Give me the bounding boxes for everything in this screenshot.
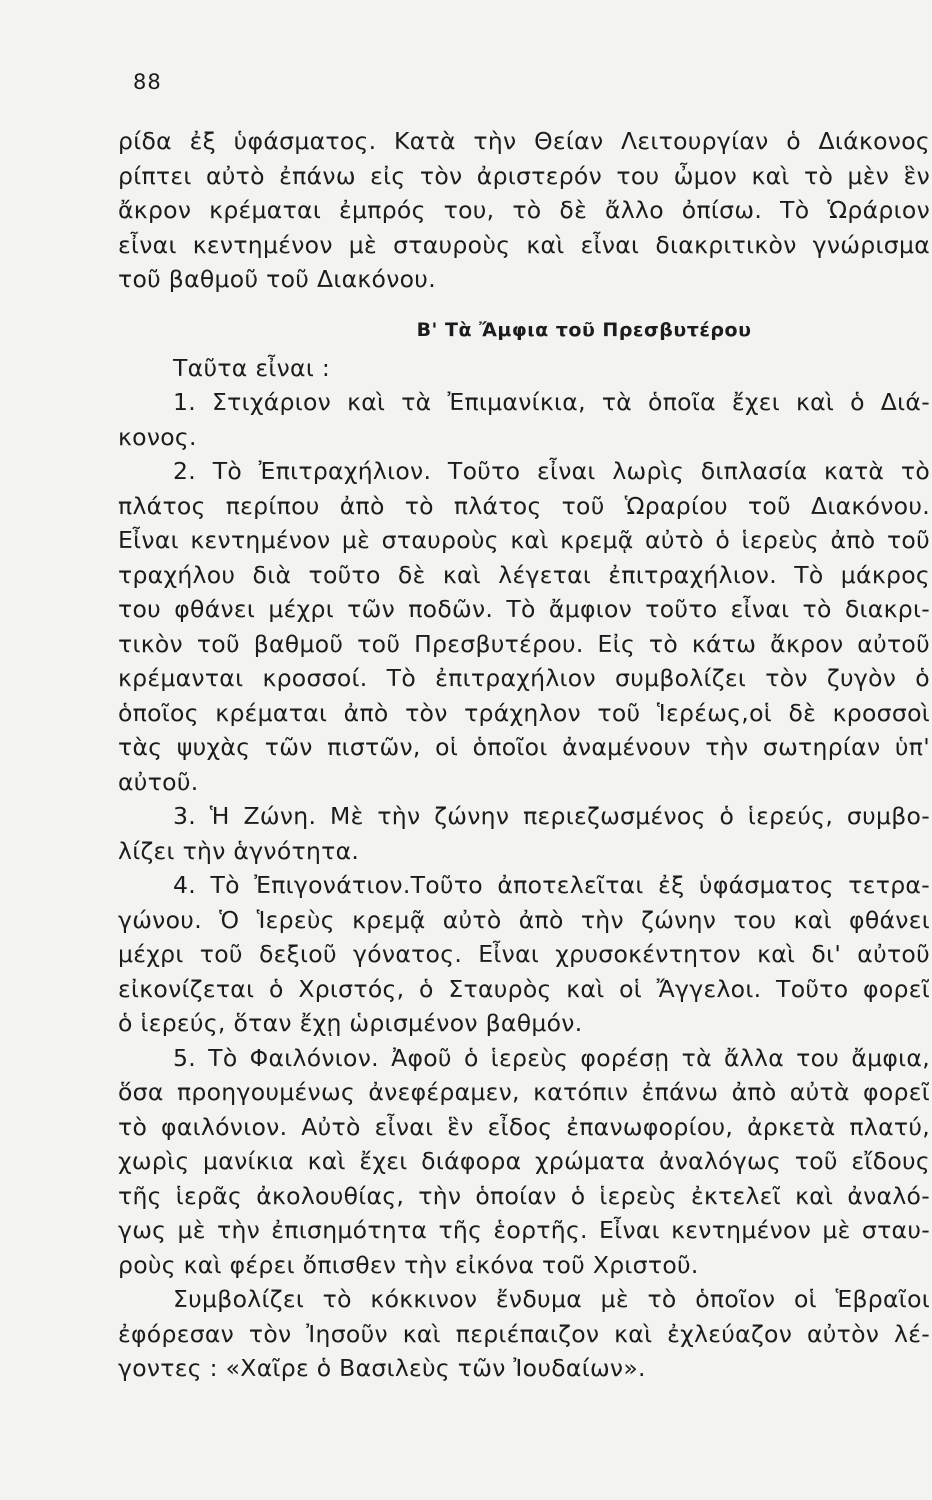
text-line: ἄκρον κρέμαται ἐμπρός του, τὸ δὲ ἄλλο ὀπίσω. Τὸ Ὡράριον (118, 196, 930, 224)
list-item (118, 385, 930, 454)
text-line: τὸ φαιλόνιον. Αὐτὸ εἶναι ἓν εἶδος ἐπανωφορίου, ἀρκετὰ πλατύ, (118, 1112, 930, 1141)
body-text (118, 124, 930, 1386)
text-line: εἶναι κεντημένον μὲ σταυροὺς καὶ εἶναι διακριτικὸν γνώρισμα (118, 230, 930, 259)
section-heading: Β' Τὰ Ἄμφια τοῦ Πρεσβυτέρου (416, 318, 752, 341)
text-line: τραχήλου διὰ τοῦτο δὲ καὶ λέγεται ἐπιτραχήλιον. Τὸ μάκρος (118, 560, 930, 589)
text-line: 3. Ἡ Ζώνη. Μὲ τὴν ζώνην περιεζωσμένος ὁ ἱερεύς, συμβο- (173, 802, 930, 830)
intro-line: Ταῦτα εἶναι : (173, 353, 331, 382)
text-line: αὐτοῦ. (118, 767, 199, 796)
text-line: γώνου. Ὁ Ἱερεὺς κρεμᾷ αὐτὸ ἀπὸ τὴν ζώνην του καὶ φθάνει (118, 905, 930, 934)
list-item (118, 1041, 930, 1283)
text-line: ρίδα ἐξ ὑφάσματος. Κατὰ τὴν Θείαν Λειτουργίαν ὁ Διάκονος (118, 127, 930, 155)
text-line: ρίπτει αὐτὸ ἐπάνω εἰς τὸν ἀριστερόν του ὦμον καὶ τὸ μὲν ἓν (118, 161, 930, 190)
closing-paragraph (118, 1282, 930, 1386)
text-line: εἰκονίζεται ὁ Χριστός, ὁ Σταυρὸς καὶ οἱ Ἄγγελοι. Τοῦτο φορεῖ (118, 974, 930, 1003)
text-line: κρέμανται κροσσοί. Τὸ ἐπιτραχήλιον συμβολίζει τὸν ζυγὸν ὁ (118, 664, 930, 692)
text-line: ἐφόρεσαν τὸν Ἰησοῦν καὶ περιέπαιζον καὶ ἐχλεύαζον αὐτὸν λέ- (118, 1319, 930, 1348)
text-line: 2. Τὸ Ἐπιτραχήλιον. Τοῦτο εἶναι λωρὶς διπλασία κατὰ τὸ (173, 457, 930, 485)
text-line: πλάτος περίπου ἀπὸ τὸ πλάτος τοῦ Ὡραρίου τοῦ Διακόνου. (118, 491, 930, 520)
text-line: Συμβολίζει τὸ κόκκινον ἔνδυμα μὲ τὸ ὁποῖον οἱ Ἑβραῖοι (173, 1285, 930, 1313)
text-line: τικὸν τοῦ βαθμοῦ τοῦ Πρεσβυτέρου. Εἰς τὸ κάτω ἄκρον αὐτοῦ (118, 629, 930, 658)
text-line: κονος. (118, 422, 197, 451)
text-line: τοῦ βαθμοῦ τοῦ Διακόνου. (118, 265, 436, 293)
text-line: μέχρι τοῦ δεξιοῦ γόνατος. Εἶναι χρυσοκέντητον καὶ δι' αὐτοῦ (118, 940, 930, 968)
text-line: τῆς ἱερᾶς ἀκολουθίας, τὴν ὁποίαν ὁ ἱερεὺς ἐκτελεῖ καὶ ἀναλό- (118, 1181, 930, 1210)
text-line: γοντες : «Χαῖρε ὁ Βασιλεὺς τῶν Ἰουδαίων». (118, 1354, 646, 1382)
text-line: γως μὲ τὴν ἐπισημότητα τῆς ἑορτῆς. Εἶναι κεντημένον μὲ σταυ- (118, 1216, 930, 1244)
list-item (118, 454, 930, 799)
text-line: ὅσα προηγουμένως ἀνεφέραμεν, κατόπιν ἐπάνω ἀπὸ αὐτὰ φορεῖ (118, 1078, 930, 1106)
text-line: λίζει τὴν ἁγνότητα. (118, 836, 360, 865)
page-number: 88 (133, 70, 162, 94)
paragraph-continuation (118, 124, 930, 297)
text-line: χωρὶς μανίκια καὶ ἔχει διάφορα χρώματα ἀναλόγως τοῦ εἴδους (118, 1147, 930, 1175)
list-item (118, 799, 930, 868)
text-line: ροὺς καὶ φέρει ὄπισθεν τὴν εἰκόνα τοῦ Χριστοῦ. (118, 1250, 699, 1279)
text-line: του φθάνει μέχρι τῶν ποδῶν. Τὸ ἄμφιον τοῦτο εἶναι τὸ διακρι- (118, 595, 930, 623)
text-line: 5. Τὸ Φαιλόνιον. Ἀφοῦ ὁ ἱερεὺς φορέσῃ τὰ ἄλλα του ἄμφια, (173, 1043, 930, 1072)
text-line: 4. Τὸ Ἐπιγονάτιον.Τοῦτο ἀποτελεῖται ἐξ ὑφάσματος τετρα- (173, 871, 930, 899)
text-line: ὁ ἱερεύς, ὅταν ἔχῃ ὡρισμένον βαθμόν. (118, 1009, 583, 1037)
text-line: τὰς ψυχὰς τῶν πιστῶν, οἱ ὁποῖοι ἀναμένουν τὴν σωτηρίαν ὑπ' (118, 733, 930, 761)
text-line: Εἶναι κεντημένον μὲ σταυροὺς καὶ κρεμᾷ αὐτὸ ὁ ἱερεὺς ἀπὸ τοῦ (118, 526, 930, 554)
text-line: ὁποῖος κρέμαται ἀπὸ τὸν τράχηλον τοῦ Ἱερέως,οἱ δὲ κροσσοὶ (118, 698, 930, 727)
text-line: 1. Στιχάριον καὶ τὰ Ἐπιμανίκια, τὰ ὁποῖα ἔχει καὶ ὁ Διά- (173, 388, 930, 416)
list-item (118, 868, 930, 1041)
